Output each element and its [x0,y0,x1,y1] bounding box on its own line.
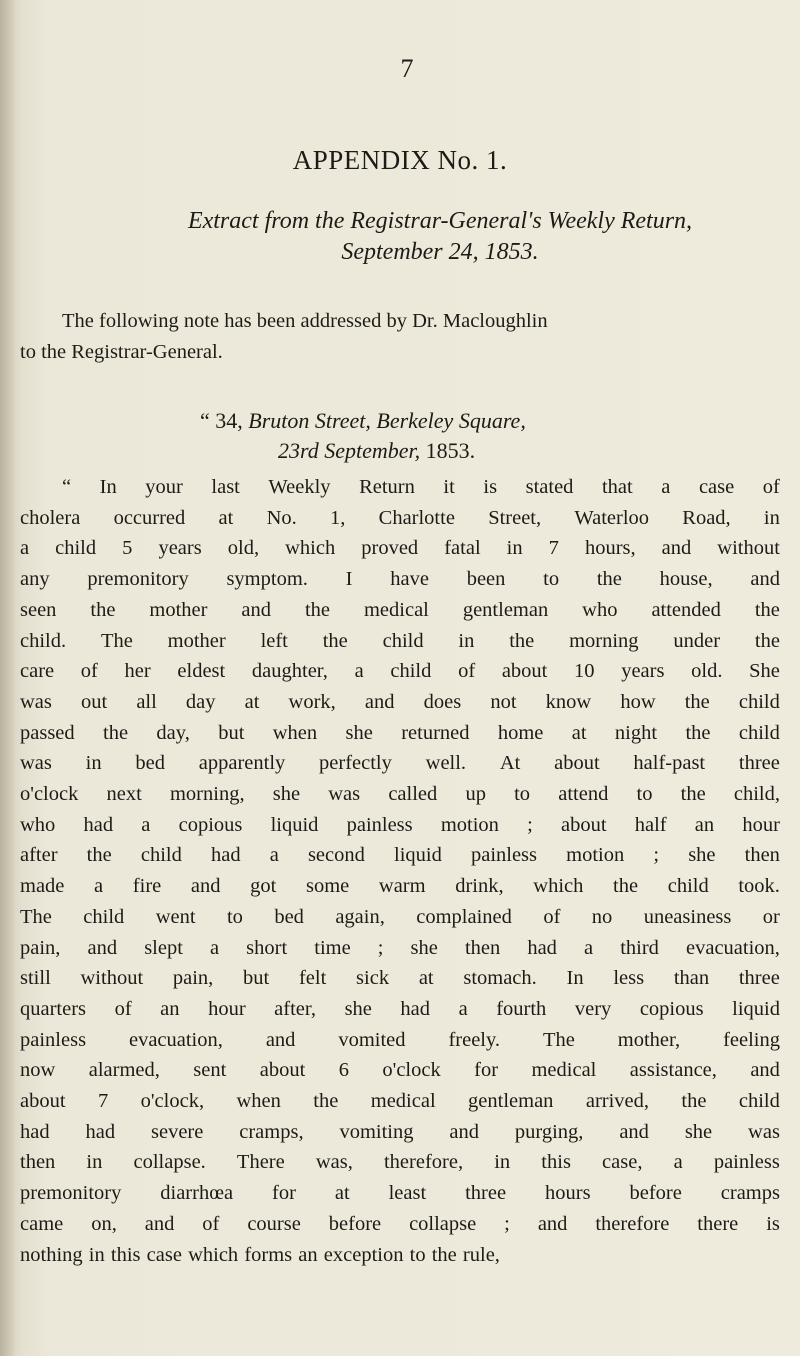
letter-line: had had severe cramps, vomiting and purging, and she was [20,1120,780,1143]
address-street: Bruton Street, Berkeley Square, [248,408,526,433]
extract-heading-line-2: September 24, 1853. [341,239,539,265]
letter-line: any premonitory symptom. I have been to the house, and [20,568,780,591]
appendix-title: APPENDIX No. 1. [292,145,508,175]
address-year: 1853. [420,438,476,463]
letter-line: still without pain, but felt sick at stomach. In less than three [20,967,780,990]
letter-line: The child went to bed again, complained of no uneasiness or [20,905,780,928]
letter-line: a child 5 years old, which proved fatal in 7 hours, and without [20,537,780,560]
letter-line: quarters of an hour after, she had a fourth very copious liquid [20,997,780,1020]
letter-line: premonitory diarrhœa for at least three hours before cramps [20,1182,780,1205]
letter-line: care of her eldest daughter, a child of about 10 years old. She [20,660,780,683]
address-line-2 [0,436,800,466]
address-number: “ 34, [200,408,249,433]
letter-line: seen the mother and the medical gentleman who attended the [20,598,780,621]
extract-heading [125,206,755,268]
letter-line: about 7 o'clock, when the medical gentleman arrived, the child [20,1090,780,1113]
letter-line: after the child had a second liquid painless motion ; she then [20,844,780,867]
letter-line: was out all day at work, and does not know how the child [20,690,780,713]
letter-line: came on, and of course before collapse ; and therefore there is [20,1212,780,1235]
letter-line: was in bed apparently perfectly well. At about half-past three [20,752,780,775]
address-date: 23rd September, [278,438,421,463]
page-gutter-shadow [0,0,14,1356]
letter-line: child. The mother left the child in the morning under the [20,629,780,652]
letter-line: then in collapse. There was, therefore, in this case, a painless [20,1151,780,1174]
letter-line: pain, and slept a short time ; she then had a third evacuation, [20,936,780,959]
letter-body [20,472,780,1270]
letter-line: made a fire and got some warm drink, which the child took. [20,875,780,898]
letter-line: passed the day, but when she returned home at night the child [20,721,780,744]
address-line-1 [0,406,800,436]
intro-line-2: to the Registrar-General. [20,340,223,363]
letter-line: cholera occurred at No. 1, Charlotte Street, Waterloo Road, in [20,506,780,529]
letter-line: “ In your last Weekly Return it is stated that a case of [62,476,780,498]
intro-paragraph [20,306,780,367]
letter-line: now alarmed, sent about 6 o'clock for medical assistance, and [20,1059,780,1082]
page-number: 7 [400,54,414,83]
letter-line: who had a copious liquid painless motion ; about half an hour [20,813,780,836]
letter-line: painless evacuation, and vomited freely. The mother, feeling [20,1028,780,1051]
extract-heading-line-1: Extract from the Registrar-General's Weekly Return, [187,208,693,234]
letter-line: nothing in this case which forms an exception to the rule, [20,1243,500,1266]
intro-line-1: The following note has been addressed by Dr. Macloughlin [62,310,548,332]
letter-address [0,406,800,466]
letter-line: o'clock next morning, she was called up to attend to the child, [20,783,780,806]
